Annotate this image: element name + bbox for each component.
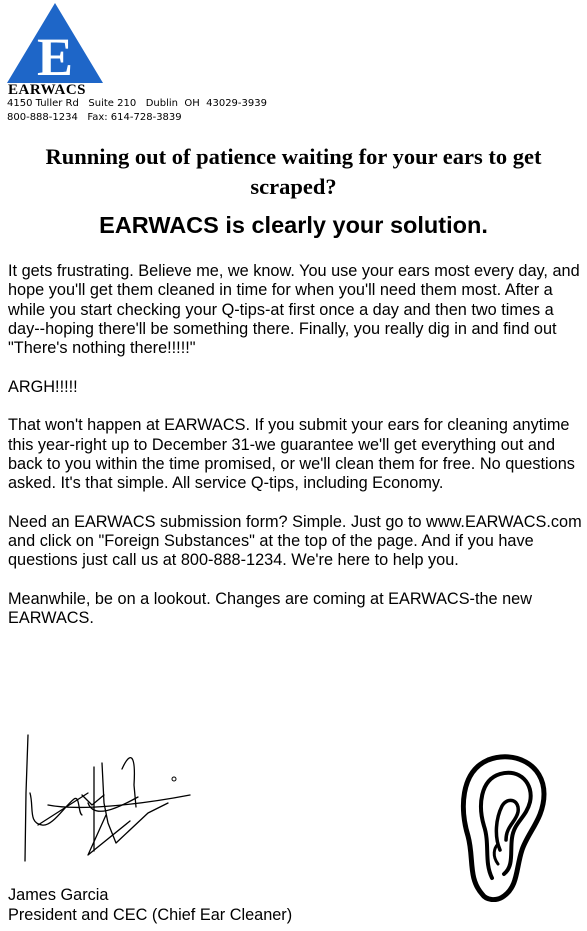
headline: Running out of patience waiting for your ears to get scraped? xyxy=(45,144,542,199)
earwacs-logo xyxy=(7,3,103,83)
company-contact xyxy=(7,97,267,125)
signature-block xyxy=(8,886,292,925)
signer-name: James Garcia xyxy=(8,886,109,904)
subheadline: EARWACS is clearly your solution. xyxy=(99,212,488,238)
paragraph: ARGH!!!!! xyxy=(8,377,78,396)
company-name: EARWACS xyxy=(8,82,86,98)
triangle-logo-icon xyxy=(7,3,103,83)
paragraph: That won't happen at EARWACS. If you submit your ears for cleaning anytime this year-right up to December 31-we guarantee we'll get everything out and back to you within the time promised, or we'll clean them for free. No questions asked. It's that simple. All service Q-tips, including Economy. xyxy=(8,416,575,493)
paragraph: Meanwhile, be on a lookout. Changes are coming at EARWACS-the new EARWACS. xyxy=(8,590,532,628)
paragraph: Need an EARWACS submission form? Simple. Just go to www.EARWACS.com and click on "Foreign Substances" at the top of the page. And if you have questions just call us at 800-888-1234. We're here to help you. xyxy=(8,512,582,570)
logo-letter: E xyxy=(36,27,74,83)
handwritten-signature xyxy=(18,733,198,868)
paragraph: It gets frustrating. Believe me, we know. You use your ears most every day, and hope you'll get them cleaned in time for when you'll need them most. After a while you start checking your Q-tips-at first once a day and then two times a day--hoping there'll be something there. Finally, you really dig in and find out "There's nothing there!!!!!" xyxy=(8,262,580,358)
signer-title: President and CEC (Chief Ear Cleaner) xyxy=(8,905,293,924)
company-address: 4150 Tuller Rd Suite 210 Dublin OH 43029-3939 xyxy=(7,98,267,109)
letter-body xyxy=(8,262,583,648)
ear-icon xyxy=(458,752,548,902)
company-phones: 800-888-1234 Fax: 614-728-3839 xyxy=(7,112,182,123)
